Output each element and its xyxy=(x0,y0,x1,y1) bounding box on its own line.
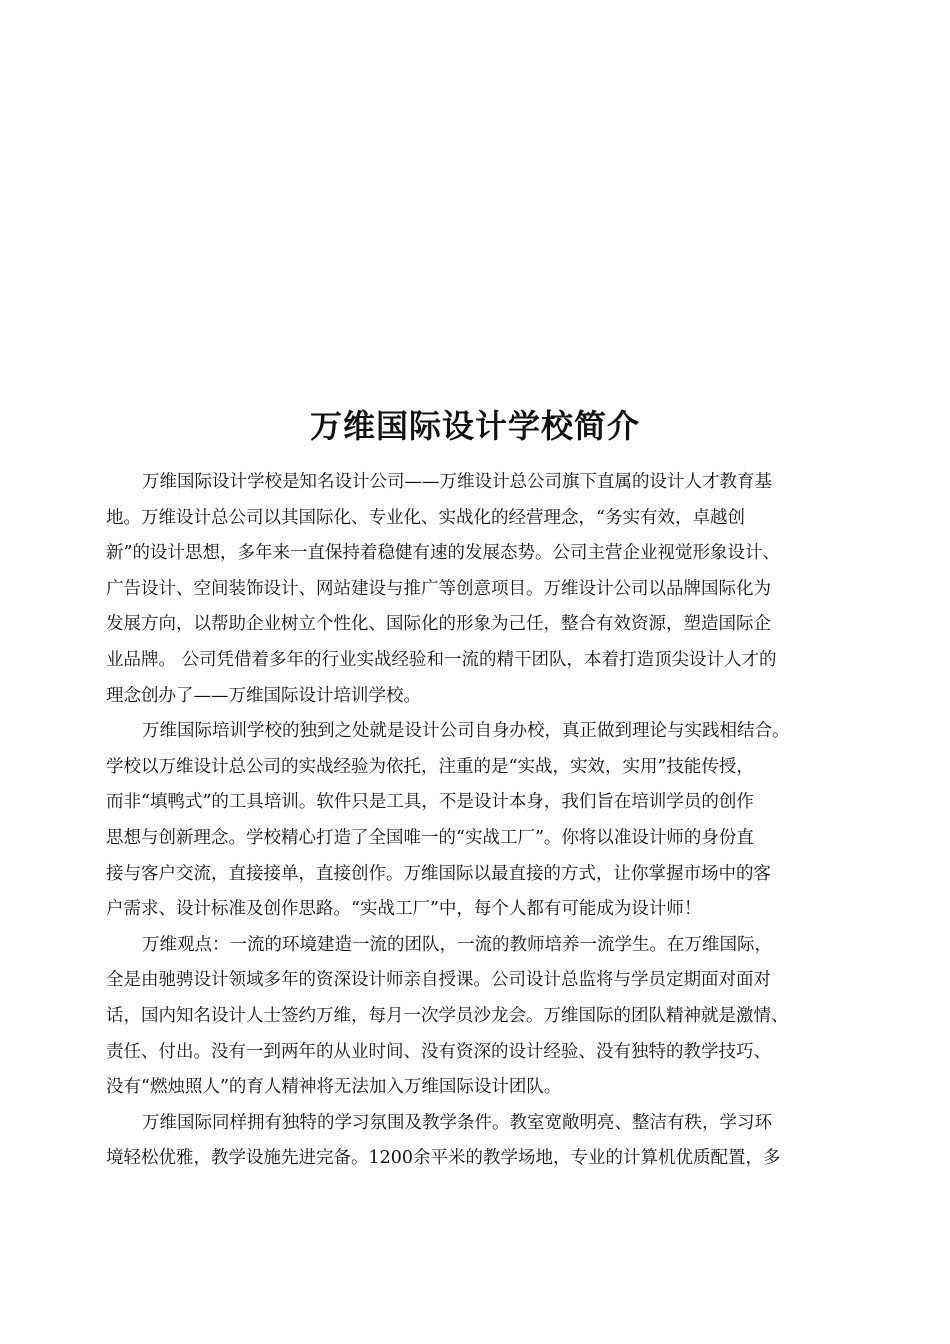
text-line: 新”的设计思想，多年来一直保持着稳健有速的发展态势。公司主营企业视觉形象设计、 xyxy=(106,543,780,564)
text-line: 广告设计、空间装饰设计、网站建设与推广等创意项目。万维设计公司以品牌国际化为 xyxy=(106,578,771,599)
text-line: 没有“燃烛照人”的育人精神将无法加入万维国际设计团队。 xyxy=(106,1077,562,1098)
text-line: 万维国际同样拥有独特的学习氛围及教学条件。教室宽敞明亮、整洁有秩，学习环 xyxy=(142,1112,772,1133)
text-line: 万维国际设计学校是知名设计公司——万维设计总公司旗下直属的设计人才教育基 xyxy=(142,472,772,492)
text-line: 学校以万维设计总公司的实战经验为依托，注重的是“实战，实效，实用”技能传授， xyxy=(106,756,754,777)
text-line: 话，国内知名设计人士签约万维，每月一次学员沙龙会。万维国际的团队精神就是激情、 xyxy=(106,1005,789,1026)
text-line: 地。万维设计总公司以其国际化、专业化、实战化的经营理念，“务实有效，卓越创 xyxy=(106,507,745,528)
text-line: 万维观点：一流的环境建造一流的团队，一流的教师培养一流学生。在万维国际， xyxy=(142,934,772,955)
text-line: 全是由驰骋设计领域多年的资深设计师亲自授课。公司设计总监将与学员定期面对面对 xyxy=(106,970,771,991)
text-line: 接与客户交流，直接接单，直接创作。万维国际以最直接的方式，让你掌握市场中的客 xyxy=(106,863,771,884)
text-line: 责任、付出。没有一到两年的从业时间、没有资深的设计经验、没有独特的教学技巧、 xyxy=(106,1041,771,1062)
text-line: 而非“填鸭式”的工具培训。软件只是工具，不是设计本身，我们旨在培训学员的创作 xyxy=(106,792,754,813)
text-line: 户需求、设计标准及创作思路。“实战工厂”中，每个人都有可能成为设计师！ xyxy=(106,899,702,920)
text-line: 境轻松优雅，教学设施先进完备。1200余平米的教学场地，专业的计算机优质配置，多 xyxy=(106,1148,781,1169)
document-title: 万维国际设计学校简介 xyxy=(309,407,640,445)
text-line: 发展方向，以帮助企业树立个性化、国际化的形象为己任，整合有效资源，塑造国际企 xyxy=(106,614,771,635)
document-body xyxy=(106,465,860,1177)
text-line: 思想与创新理念。学校精心打造了全国唯一的“实战工厂”。你将以准设计师的身份直 xyxy=(106,827,754,848)
text-line: 业品牌。 公司凭借着多年的行业实战经验和一流的精干团队，本着打造顶尖设计人才的 xyxy=(106,649,777,670)
text-line: 理念创办了——万维国际设计培训学校。 xyxy=(106,685,421,706)
text-line: 万维国际培训学校的独到之处就是设计公司自身办校，真正做到理论与实践相结合。 xyxy=(142,721,790,742)
